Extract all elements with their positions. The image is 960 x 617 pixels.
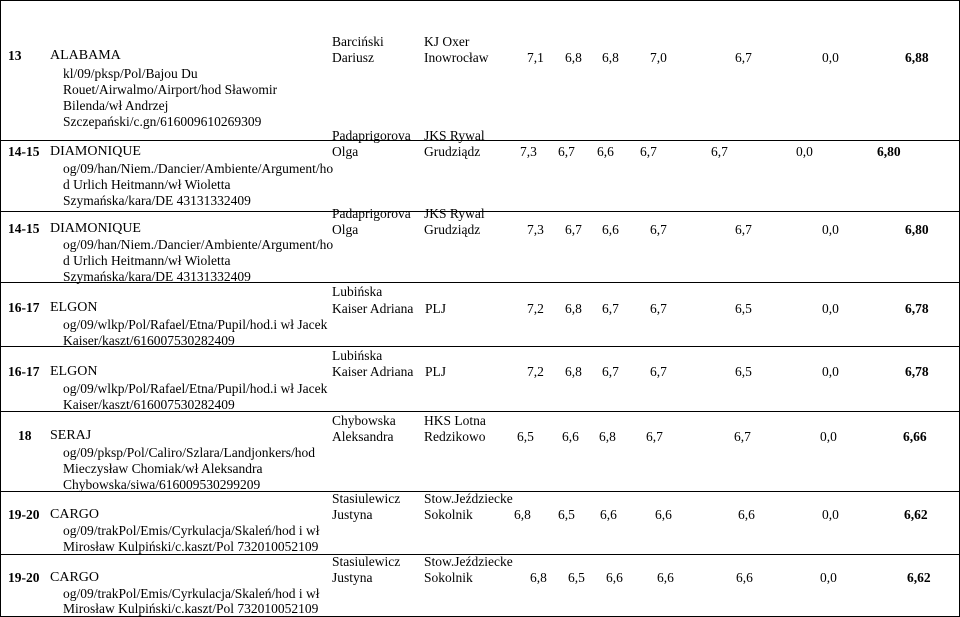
horse-details-line: Szymańska/kara/DE 43131332409 (63, 193, 251, 208)
score-cell: 6,6 (736, 570, 753, 585)
rider-name: Kaiser Adriana (332, 301, 414, 316)
club-name: Grudziądz (424, 222, 481, 237)
row-divider (0, 0, 960, 1)
total-score: 6,80 (877, 144, 901, 159)
score-cell: 6,6 (602, 222, 619, 237)
club-name: Sokolnik (424, 570, 473, 585)
score-cell: 6,7 (640, 144, 657, 159)
place-cell: 14-15 (8, 221, 40, 236)
score-cell: 6,5 (568, 570, 585, 585)
score-cell: 6,7 (558, 144, 575, 159)
score-cell: 0,0 (822, 507, 839, 522)
horse-name: ALABAMA (50, 48, 121, 63)
score-cell: 6,7 (602, 301, 619, 316)
place-cell: 13 (8, 48, 22, 63)
score-cell: 6,8 (599, 429, 616, 444)
rider-name: Padaprigorova (332, 206, 411, 221)
score-cell: 6,7 (650, 301, 667, 316)
score-cell: 0,0 (796, 144, 813, 159)
horse-details-line: og/09/wlkp/Pol/Rafael/Etna/Pupil/hod.i wł Jacek (63, 317, 328, 332)
horse-details-line: Szymańska/kara/DE 43131332409 (63, 269, 251, 284)
score-cell: 0,0 (822, 222, 839, 237)
horse-details-line: og/09/han/Niem./Dancier/Ambiente/Argument/ho (63, 161, 334, 176)
score-cell: 6,6 (562, 429, 579, 444)
horse-name: CARGO (50, 507, 100, 522)
horse-details-line: Rouet/Airwalmo/Airport/hod Sławomir (63, 82, 278, 97)
score-cell: 6,8 (514, 507, 531, 522)
total-score: 6,66 (903, 429, 927, 444)
score-cell: 6,6 (597, 144, 614, 159)
score-cell: 6,7 (735, 50, 752, 65)
rider-name: Padaprigorova (332, 128, 411, 143)
score-cell: 6,5 (558, 507, 575, 522)
score-cell: 0,0 (822, 364, 839, 379)
horse-details-line: d Urlich Heitmann/wł Wioletta (63, 253, 231, 268)
score-cell: 6,5 (735, 301, 752, 316)
rider-name: Olga (332, 222, 359, 237)
horse-details-line: Mirosław Kulpiński/c.kaszt/Pol 732010052109 (63, 539, 319, 554)
club-name: Stow.Jeździecke (424, 554, 513, 569)
horse-details-line: Mieczysław Chomiak/wł Aleksandra (63, 461, 263, 476)
rider-name: Lubińska (332, 284, 383, 299)
place-cell: 16-17 (8, 364, 40, 379)
horse-name: SERAJ (50, 428, 92, 443)
horse-details-line: Kaiser/kaszt/616007530282409 (63, 333, 235, 348)
club-name: JKS Rywal (424, 128, 485, 143)
score-cell: 6,8 (565, 364, 582, 379)
score-cell: 6,5 (735, 364, 752, 379)
rider-name: Justyna (332, 570, 373, 585)
rider-name: Justyna (332, 507, 373, 522)
club-name: Redzikowo (424, 429, 486, 444)
score-cell: 6,7 (650, 222, 667, 237)
horse-details-line: og/09/trakPol/Emis/Cyrkulacja/Skaleń/hod i wł (63, 586, 320, 601)
club-name: HKS Lotna (424, 413, 486, 428)
club-name: JKS Rywal (424, 206, 485, 221)
horse-details-line: d Urlich Heitmann/wł Wioletta (63, 177, 231, 192)
total-score: 6,62 (907, 570, 931, 585)
score-cell: 6,7 (565, 222, 582, 237)
score-cell: 6,6 (606, 570, 623, 585)
score-cell: 7,2 (527, 301, 544, 316)
rider-name: Kaiser Adriana (332, 364, 414, 379)
horse-name: CARGO (50, 570, 100, 585)
total-score: 6,80 (905, 222, 929, 237)
place-cell: 19-20 (8, 570, 40, 585)
horse-details-line: og/09/han/Niem./Dancier/Ambiente/Argument/ho (63, 237, 334, 252)
rider-name: Stasiulewicz (332, 491, 401, 506)
score-cell: 6,6 (600, 507, 617, 522)
rider-name: Aleksandra (332, 429, 394, 444)
total-score: 6,88 (905, 50, 929, 65)
place-cell: 19-20 (8, 507, 40, 522)
score-cell: 6,5 (517, 429, 534, 444)
horse-details-line: kl/09/pksp/Pol/Bajou Du (63, 66, 198, 81)
horse-details-line: Szczepański/c.gn/616009610269309 (63, 114, 262, 129)
horse-details-line: Bilenda/wł Andrzej (63, 98, 169, 113)
score-cell: 6,8 (530, 570, 547, 585)
club-name: Sokolnik (424, 507, 473, 522)
place-cell: 16-17 (8, 300, 40, 315)
rider-name: Dariusz (332, 50, 374, 65)
horse-details-line: Chybowska/siwa/616009530299209 (63, 477, 261, 492)
club-name: PLJ (425, 364, 447, 379)
score-cell: 6,6 (738, 507, 755, 522)
rider-name: Chybowska (332, 413, 396, 428)
score-cell: 7,3 (520, 144, 537, 159)
score-cell: 7,2 (527, 364, 544, 379)
total-score: 6,78 (905, 364, 929, 379)
score-cell: 0,0 (820, 429, 837, 444)
score-cell: 6,7 (734, 429, 751, 444)
score-cell: 6,8 (602, 50, 619, 65)
score-cell: 6,7 (650, 364, 667, 379)
rider-name: Olga (332, 144, 359, 159)
rider-name: Stasiulewicz (332, 554, 401, 569)
score-cell: 6,7 (711, 144, 728, 159)
horse-details-line: og/09/pksp/Pol/Caliro/Szlara/Landjonkers/hod (63, 445, 315, 460)
score-cell: 6,6 (657, 570, 674, 585)
club-name: PLJ (425, 301, 447, 316)
rider-name: Lubińska (332, 348, 383, 363)
table-border-left (0, 0, 1, 617)
score-cell: 6,6 (655, 507, 672, 522)
score-cell: 7,0 (650, 50, 667, 65)
score-cell: 0,0 (822, 301, 839, 316)
score-cell: 0,0 (820, 570, 837, 585)
place-cell: 14-15 (8, 144, 40, 159)
score-cell: 0,0 (822, 50, 839, 65)
score-cell: 6,7 (735, 222, 752, 237)
total-score: 6,78 (905, 301, 929, 316)
horse-details-line: og/09/wlkp/Pol/Rafael/Etna/Pupil/hod.i wł Jacek (63, 381, 328, 396)
horse-details-line: og/09/trakPol/Emis/Cyrkulacja/Skaleń/hod i wł (63, 523, 320, 538)
horse-name: DIAMONIQUE (50, 221, 141, 236)
horse-name: ELGON (50, 364, 98, 379)
score-cell: 6,7 (602, 364, 619, 379)
place-cell: 18 (18, 428, 32, 443)
total-score: 6,62 (904, 507, 928, 522)
club-name: Stow.Jeździecke (424, 491, 513, 506)
club-name: Grudziądz (424, 144, 481, 159)
score-cell: 6,8 (565, 301, 582, 316)
club-name: Inowrocław (424, 50, 489, 65)
score-cell: 6,7 (646, 429, 663, 444)
horse-name: ELGON (50, 300, 98, 315)
horse-name: DIAMONIQUE (50, 144, 141, 159)
horse-details-line: Kaiser/kaszt/616007530282409 (63, 397, 235, 412)
horse-details-line: Mirosław Kulpiński/c.kaszt/Pol 732010052109 (63, 601, 319, 616)
score-cell: 7,3 (527, 222, 544, 237)
club-name: KJ Oxer (424, 34, 470, 49)
score-cell: 6,8 (565, 50, 582, 65)
rider-name: Barciński (332, 34, 384, 49)
score-cell: 7,1 (527, 50, 544, 65)
